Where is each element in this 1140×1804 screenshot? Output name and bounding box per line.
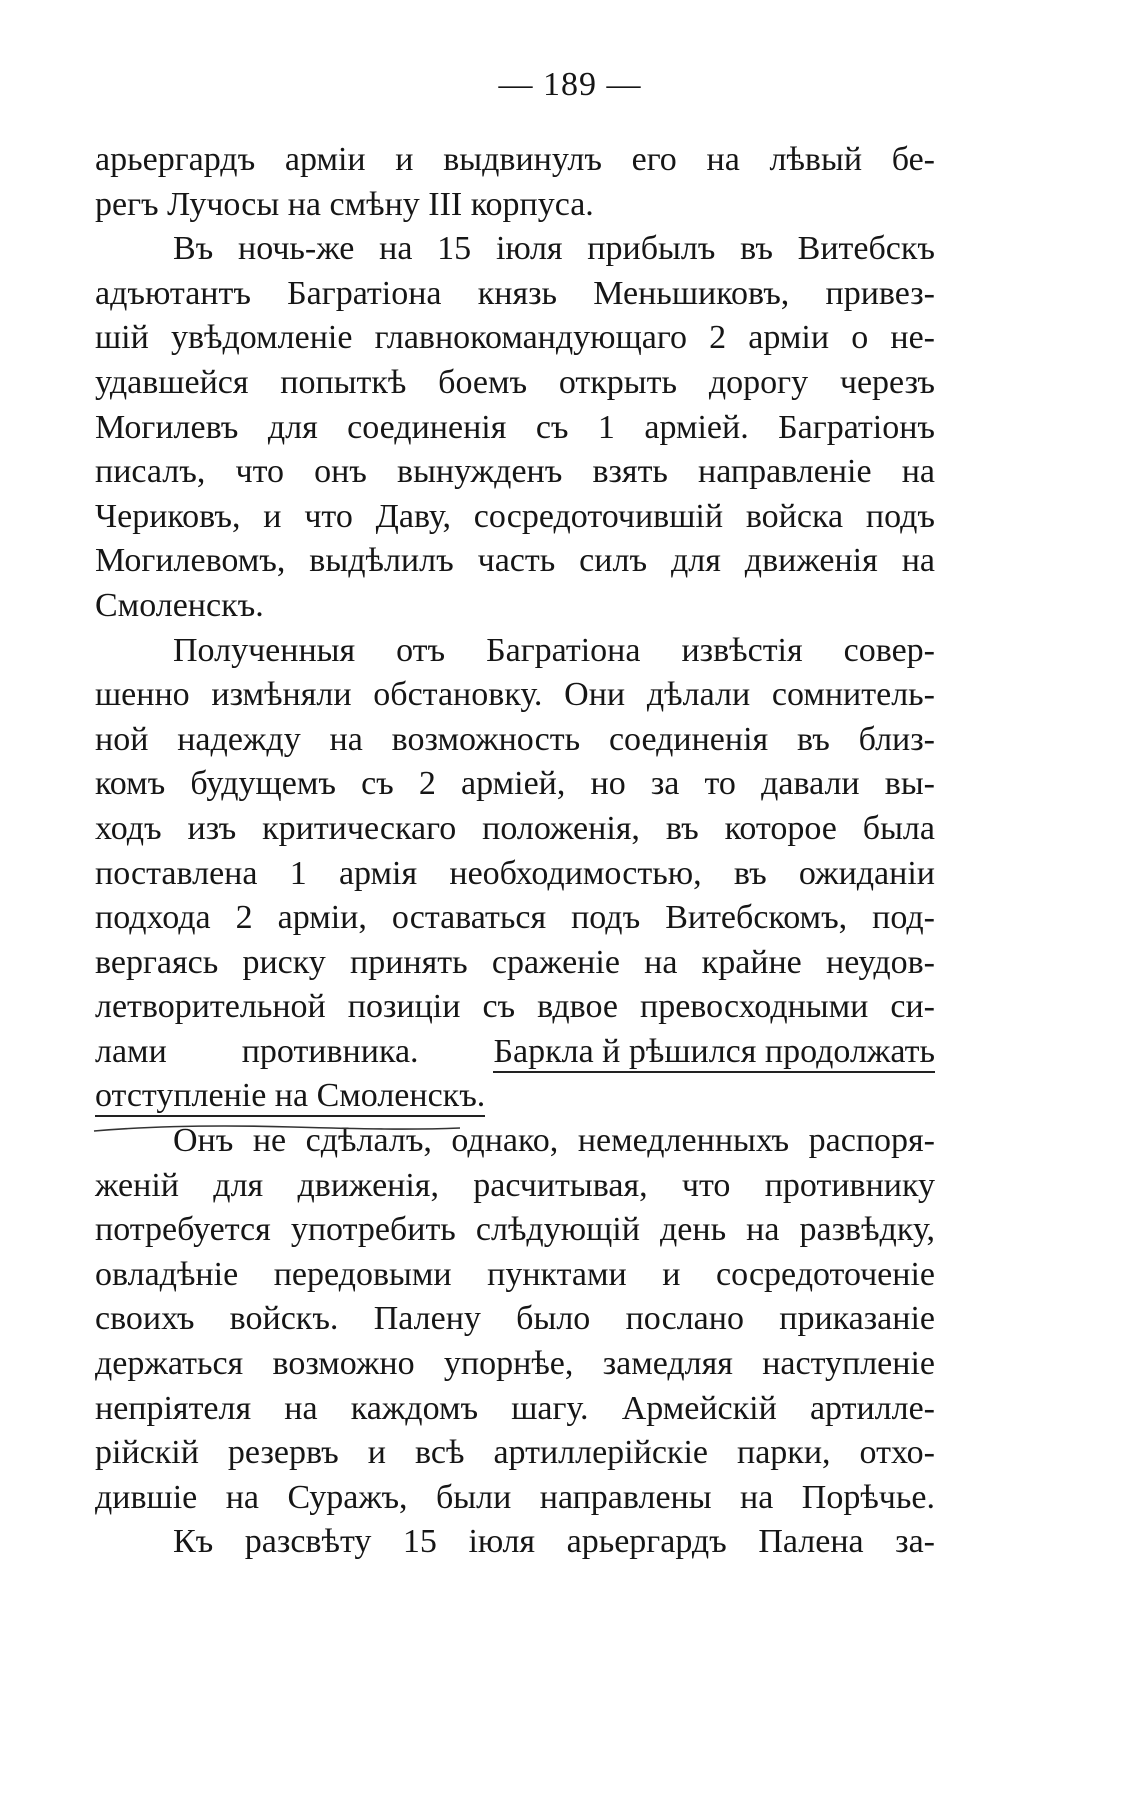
- text-line: шій увѣдомленіе главнокомандующаго 2 арміи о не-: [95, 319, 935, 357]
- text-line: ной надежду на возможность соединенія въ близ-: [95, 720, 935, 758]
- text-line: потребуется употребить слѣдующій день на развѣдку,: [95, 1211, 935, 1249]
- text-line: непріятеля на каждомъ шагу. Армейскій артилле-: [95, 1389, 935, 1427]
- text-line: Полученныя отъ Багратіона извѣстія совер-: [173, 631, 935, 669]
- text-line: женій для движенія, расчитывая, что противнику: [95, 1166, 935, 1204]
- text-line: рійскій резервъ и всѣ артиллерійскіе парки, отхо-: [95, 1434, 935, 1472]
- text-line: вергаясь риску принять сраженіе на крайне неудов-: [95, 943, 935, 981]
- text-line: поставлена 1 армія необходимостью, въ ожиданіи: [95, 854, 935, 892]
- text-line: шенно измѣняли обстановку. Они дѣлали сомнитель-: [95, 676, 935, 714]
- text-line: ходъ изъ критическаго положенія, въ которое была: [95, 809, 935, 847]
- text-line: Въ ночь-же на 15 іюля прибылъ въ Витебскъ: [173, 230, 935, 268]
- underlined-text: Баркла й рѣшился продолжать: [493, 1033, 935, 1073]
- text-line: регъ Лучосы на смѣну III корпуса.: [95, 185, 594, 223]
- text-line: [95, 1030, 935, 1075]
- text-line: овладѣніе передовыми пунктами и сосредоточеніе: [95, 1255, 935, 1293]
- text-line: летворительной позиціи съ вдвое превосходными си-: [95, 988, 935, 1026]
- text-line: Къ разсвѣту 15 іюля арьергардъ Палена за-: [173, 1523, 935, 1561]
- text-line: дившіе на Суражъ, были направлены на Порѣчье.: [95, 1478, 935, 1516]
- text-line: подхода 2 арміи, оставаться подъ Витебскомъ, под-: [95, 899, 935, 937]
- text-line-start: лами противника.: [95, 1032, 419, 1070]
- page-number: — 189 —: [498, 66, 642, 103]
- pencil-underline-mark: [92, 1123, 462, 1135]
- text-line: Могилевъ для соединенія съ 1 арміей. Багратіонъ: [95, 408, 935, 446]
- text-line: комъ будущемъ съ 2 арміей, но за то давали вы-: [95, 765, 935, 803]
- text-line: Могилевомъ, выдѣлилъ часть силъ для движенія на: [95, 542, 935, 580]
- text-line: Онъ не сдѣлалъ, однако, немедленныхъ распоря-: [173, 1122, 935, 1160]
- text-line: [95, 1074, 935, 1119]
- text-line: адъютантъ Багратіона князь Меньшиковъ, привез-: [95, 274, 935, 312]
- text-line: держаться возможно упорнѣе, замедляя наступленіе: [95, 1345, 935, 1383]
- body-text: [95, 138, 935, 1565]
- text-line: Чериковъ, и что Даву, сосредоточившій войска подъ: [95, 497, 935, 535]
- text-line: арьергардъ арміи и выдвинулъ его на лѣвый бе-: [95, 141, 935, 178]
- text-line: писалъ, что онъ вынужденъ взять направленіе на: [95, 453, 935, 491]
- text-line: удавшейся попыткѣ боемъ открыть дорогу черезъ: [95, 363, 935, 401]
- underlined-text: отступленіе на Смоленскъ.: [95, 1077, 485, 1117]
- text-line: Смоленскъ.: [95, 586, 264, 624]
- text-line: своихъ войскъ. Палену было послано приказаніе: [95, 1300, 935, 1338]
